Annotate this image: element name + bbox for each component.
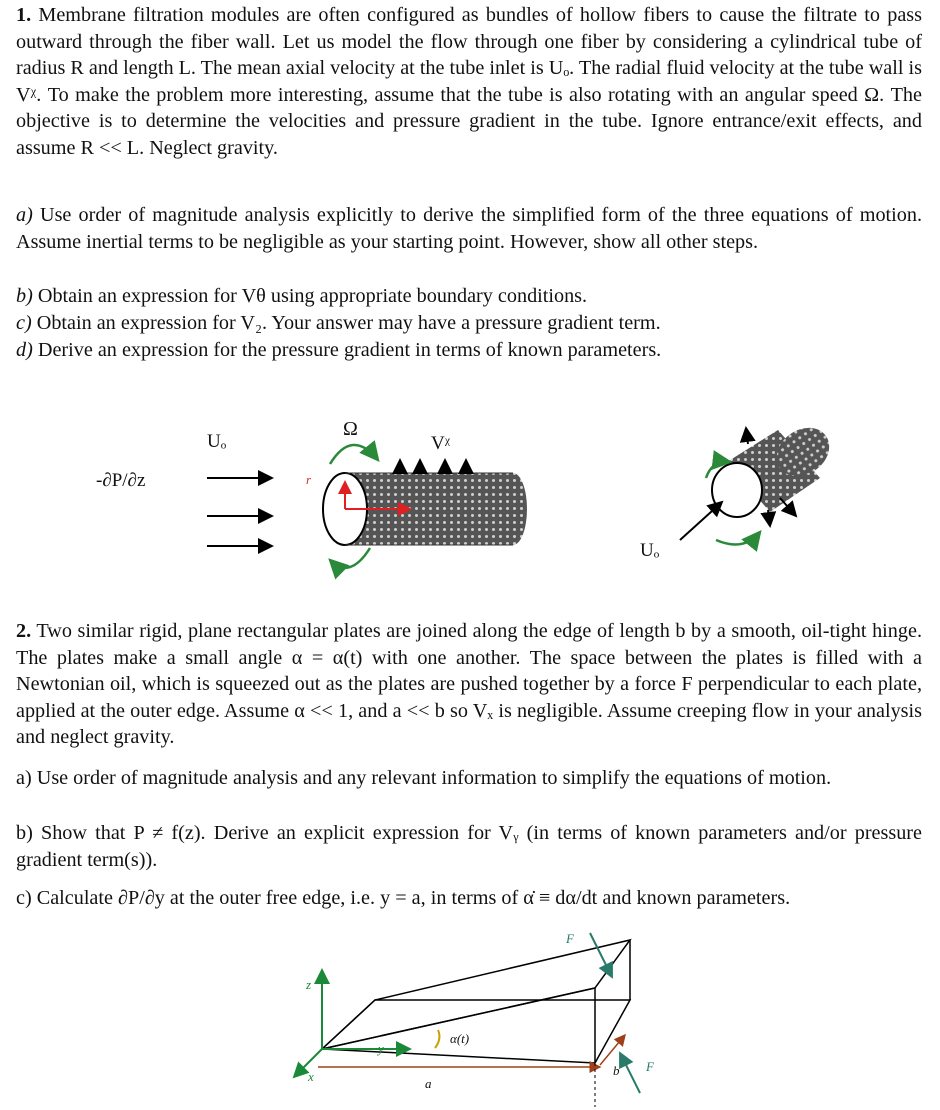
- problem-1-text: Membrane filtration modules are often configured as bundles of hollow fibers to cause the filtrate to pass outward through the fiber wall. Let us model the flow through one fiber by considering a cylindrical tube of radius R and length L. The mean axial velocity at the tube inlet is Uₒ. The radial fluid velocity at the tube wall is Vᵡ. To make the problem more interesting, assume that the tube is also rotating with an angular speed Ω. The objective is to determine the velocities and pressure gradient in the tube. Ignore entrance/exit effects, and assume R << L. Neglect gravity.: [16, 4, 922, 159]
- part-label: a): [16, 767, 32, 789]
- inlet-flow-arrows: [207, 478, 272, 546]
- problem-2-part-b: [16, 820, 922, 873]
- length-b-label: b: [613, 1063, 620, 1078]
- problem-1-number: 1.: [16, 4, 32, 26]
- force-top-label: F: [566, 931, 574, 946]
- rotation-arrow-top: [330, 445, 378, 464]
- y-axis-label: y: [378, 1041, 384, 1056]
- wall-velocity-label: Vᵡ: [431, 433, 451, 454]
- pressure-gradient-label: -∂P/∂z: [96, 470, 146, 491]
- force-top-arrow: [590, 933, 612, 977]
- problem-1-part-b: [16, 283, 922, 310]
- part-label: b): [16, 822, 33, 844]
- inlet-velocity-label-right: Uₒ: [640, 540, 660, 561]
- problem-1-statement: [16, 2, 922, 162]
- part-label: b): [16, 285, 33, 307]
- wall-velocity-arrows: [400, 460, 466, 472]
- problem-2-part-c: [16, 885, 922, 912]
- problem-2-statement: [16, 618, 922, 751]
- part-text: Calculate ∂P/∂y at the outer free edge, i.e. y = a, in terms of α̇ ≡ dα/dt and known parameters.: [31, 887, 791, 909]
- z-axis-label: z: [306, 977, 312, 992]
- problem-2-number: 2.: [16, 620, 32, 642]
- part-label: c): [16, 887, 32, 909]
- part-text: Obtain an expression for V₂. Your answer may have a pressure gradient term.: [31, 312, 661, 334]
- problem-1-part-d: [16, 337, 922, 364]
- rotation-arrow-bottom: [330, 548, 370, 568]
- part-text: Use order of magnitude analysis and any relevant information to simplify the equations of motion.: [31, 767, 832, 789]
- x-axis-label: x: [308, 1069, 314, 1084]
- part-text: Show that P ≠ f(z). Derive an explicit expression for Vᵧ (in terms of known parameters and/or pressure gradient term(s)).: [16, 822, 922, 871]
- part-text: Use order of magnitude analysis explicitly to derive the simplified form of the three equations of motion. Assume inertial terms to be negligible as your starting point. However, show all other steps.: [16, 204, 922, 253]
- force-bottom-arrow: [620, 1053, 640, 1093]
- part-text: Derive an expression for the pressure gradient in terms of known parameters.: [32, 339, 662, 361]
- problem-2-figure: [0, 915, 940, 1110]
- angle-label: α(t): [450, 1031, 470, 1046]
- rotation-arrow-oblique-bottom: [716, 532, 760, 545]
- angle-arc: [435, 1030, 439, 1048]
- hinged-plates: [322, 940, 630, 1063]
- radius-label: r: [306, 472, 312, 487]
- problem-2-part-a: [16, 765, 922, 792]
- force-bottom-label: F: [646, 1059, 654, 1074]
- part-text: Obtain an expression for Vθ using appropriate boundary conditions.: [32, 285, 588, 307]
- part-label: a): [16, 204, 33, 226]
- tube-oblique-view: [680, 418, 839, 540]
- length-b-arrow: [600, 1035, 625, 1065]
- problem-1-part-c: [16, 310, 922, 337]
- inlet-velocity-label: Uₒ: [207, 431, 227, 452]
- problem-2-text: Two similar rigid, plane rectangular plates are joined along the edge of length b by a smooth, oil-tight hinge. The plates make a small angle α = α(t) with one another. The space between the plates is filled with a Newtonian oil, which is squeezed out as the plates are pushed together by a force F perpendicular to each plate, applied at the outer edge. Assume α << 1, and a << b so Vₓ is negligible. Assume creeping flow in your analysis and neglect gravity.: [16, 620, 922, 749]
- part-label: c): [16, 312, 32, 334]
- part-label: d): [16, 339, 33, 361]
- length-a-label: a: [425, 1076, 432, 1091]
- rotating-tube: [323, 473, 527, 545]
- problem-1-figure: [0, 400, 940, 590]
- omega-label: Ω: [343, 418, 358, 440]
- problem-1-part-a: [16, 202, 922, 255]
